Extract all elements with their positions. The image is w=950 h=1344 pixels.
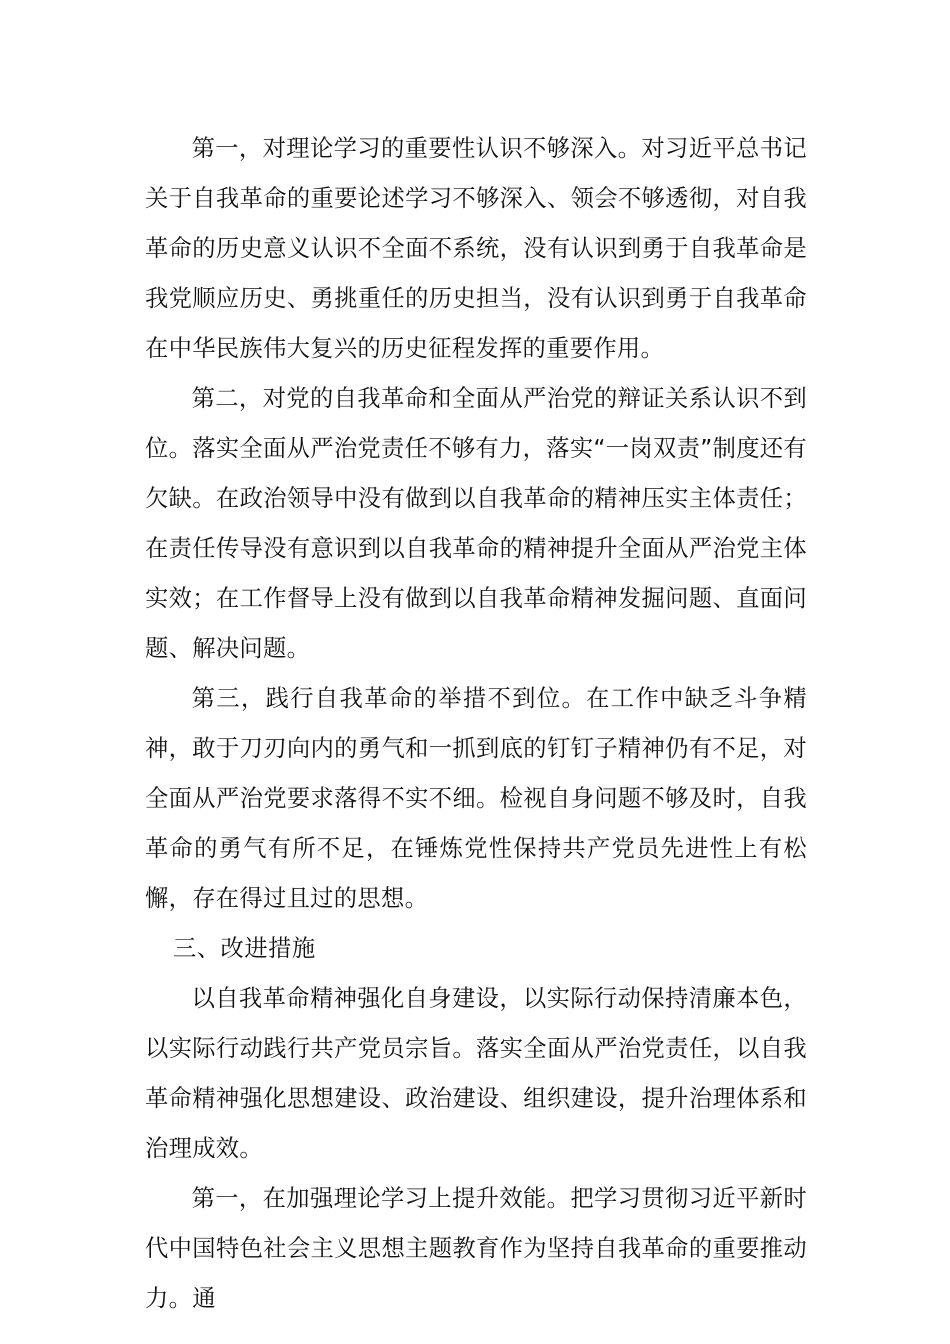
paragraph-theory-study: 第一，对理论学习的重要性认识不够深入。对习近平总书记关于自我革命的重要论述学习不够深入、领会不够透彻，对自我革命的历史意义认识不全面不系统，没有认识到勇于自我革命是我党顺应历史、勇挑重任的历史担当，没有认识到勇于自我革命在中华民族伟大复兴的历史征程发挥的重要作用。 — [145, 135, 807, 362]
paragraph-practice-measures: 第三，践行自我革命的举措不到位。在工作中缺乏斗争精神，敢于刀刃向内的勇气和一抓到底的钉钉子精神仍有不足，对全面从严治党要求落得不实不细。检视自身问题不够及时，自我革命的勇气有所不足，在锤炼党性保持共产党员先进性上有松懈，存在得过且过的思想。 — [145, 685, 807, 912]
paragraph-improvement-first: 第一，在加强理论学习上提升效能。把学习贯彻习近平新时代中国特色社会主义思想主题教育作为坚持自我革命的重要推动力。通 — [145, 1185, 807, 1312]
paragraph-improvement-intro: 以自我革命精神强化自身建设，以实际行动保持清廉本色，以实际行动践行共产党员宗旨。落实全面从严治党责任，以自我革命精神强化思想建设、政治建设、组织建设，提升治理体系和治理成效。 — [145, 985, 807, 1162]
document-page — [145, 124, 807, 1324]
section-heading-improvement: 三、改进措施 — [172, 935, 316, 962]
paragraph-party-governance: 第二，对党的自我革命和全面从严治党的辩证关系认识不到位。落实全面从严治党责任不够有力，落实“一岗双责”制度还有欠缺。在政治领导中没有做到以自我革命的精神压实主体责任；在责任传导没有意识到以自我革命的精神提升全面从严治党主体实效；在工作督导上没有做到以自我革命精神发掘问题、直面问题、解决问题。 — [145, 385, 807, 662]
